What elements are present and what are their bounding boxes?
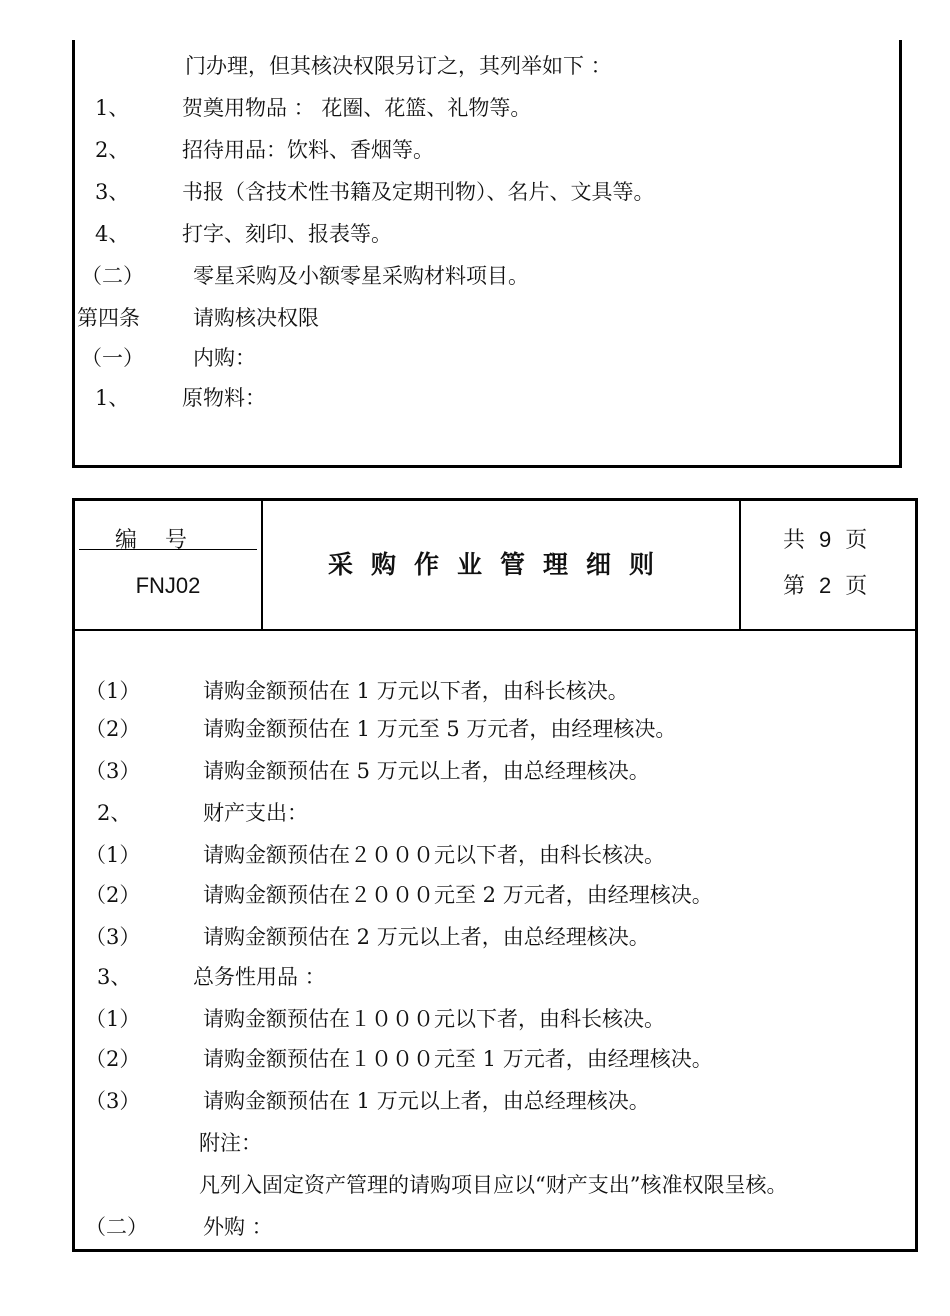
item-number: （1） [85,843,141,867]
text-line: 请购金额预估在１０００元至 1 万元者，由经理核决。 [203,1047,713,1071]
text-line: 招待用品：饮料、香烟等。 [182,138,434,162]
item-number: （1） [85,679,141,703]
text-line: 贺奠用物品 ： 花圈、花篮、礼物等。 [182,96,532,120]
item-number: （2） [85,883,141,907]
text-line: 请购金额预估在 1 万元以下者，由科长核决。 [203,679,629,703]
current-page: 第 2 页 [783,573,868,599]
article-number: 第四条 [77,306,140,330]
item-number: （3） [85,925,141,949]
document-code-cell [75,501,263,629]
text-line: 请购金额预估在 1 万元至 5 万元者，由经理核决。 [203,717,677,741]
text-line: 请购金额预估在２０００元至 2 万元者，由经理核决。 [203,883,713,907]
page-count-cell [739,501,915,629]
item-number: 2、 [97,801,132,825]
text-line: 内购： [193,346,256,370]
item-number: 4、 [95,222,130,246]
item-number: （一） [81,346,144,370]
text-line: 书报（含技术性书籍及定期刊物）、名片、文具等。 [182,180,655,204]
item-number: （3） [85,759,141,783]
text-line: 打字、刻印、报表等。 [182,222,392,246]
text-line: 请购金额预估在１０００元以下者，由科长核决。 [203,1007,665,1031]
page-body [72,498,918,1252]
item-number: 1、 [95,386,130,410]
divider [79,549,257,550]
previous-page-body [72,40,902,468]
item-number: （二） [81,264,144,288]
item-number: （2） [85,717,141,741]
item-number: 2、 [95,138,130,162]
text-line: 请购金额预估在２０００元以下者，由科长核决。 [203,843,665,867]
text-line: 零星采购及小额零星采购材料项目。 [193,264,529,288]
item-number: （二） [85,1215,148,1239]
text-line: 请购金额预估在 1 万元以上者，由总经理核决。 [203,1089,650,1113]
document-title: 采购作业管理细则 [327,550,672,579]
text-line: 财产支出： [203,801,308,825]
item-number: （3） [85,1089,141,1113]
text-line: 请购金额预估在 2 万元以上者，由总经理核决。 [203,925,650,949]
text-line: 请购金额预估在 5 万元以上者，由总经理核决。 [203,759,650,783]
text-line: 门办理，但其核决权限另订之，其列举如下 ： [185,54,612,78]
note-label: 附注： [199,1131,262,1155]
item-number: （2） [85,1047,141,1071]
text-line: 原物料： [182,386,266,410]
note-text: 凡列入固定资产管理的请购项目应以“财产支出”核准权限呈核。 [199,1173,788,1197]
text-line: 外购 ： [203,1215,273,1239]
item-number: （1） [85,1007,141,1031]
code-label: 编号 [114,528,215,553]
code-value: FNJ02 [135,573,201,598]
item-number: 3、 [95,180,130,204]
item-number: 1、 [95,96,130,120]
total-pages: 共 9 页 [783,527,868,553]
item-number: 3、 [97,965,132,989]
article-title: 请购核决权限 [193,306,319,330]
text-line: 总务性用品 ： [193,965,326,989]
page-header [75,501,915,631]
